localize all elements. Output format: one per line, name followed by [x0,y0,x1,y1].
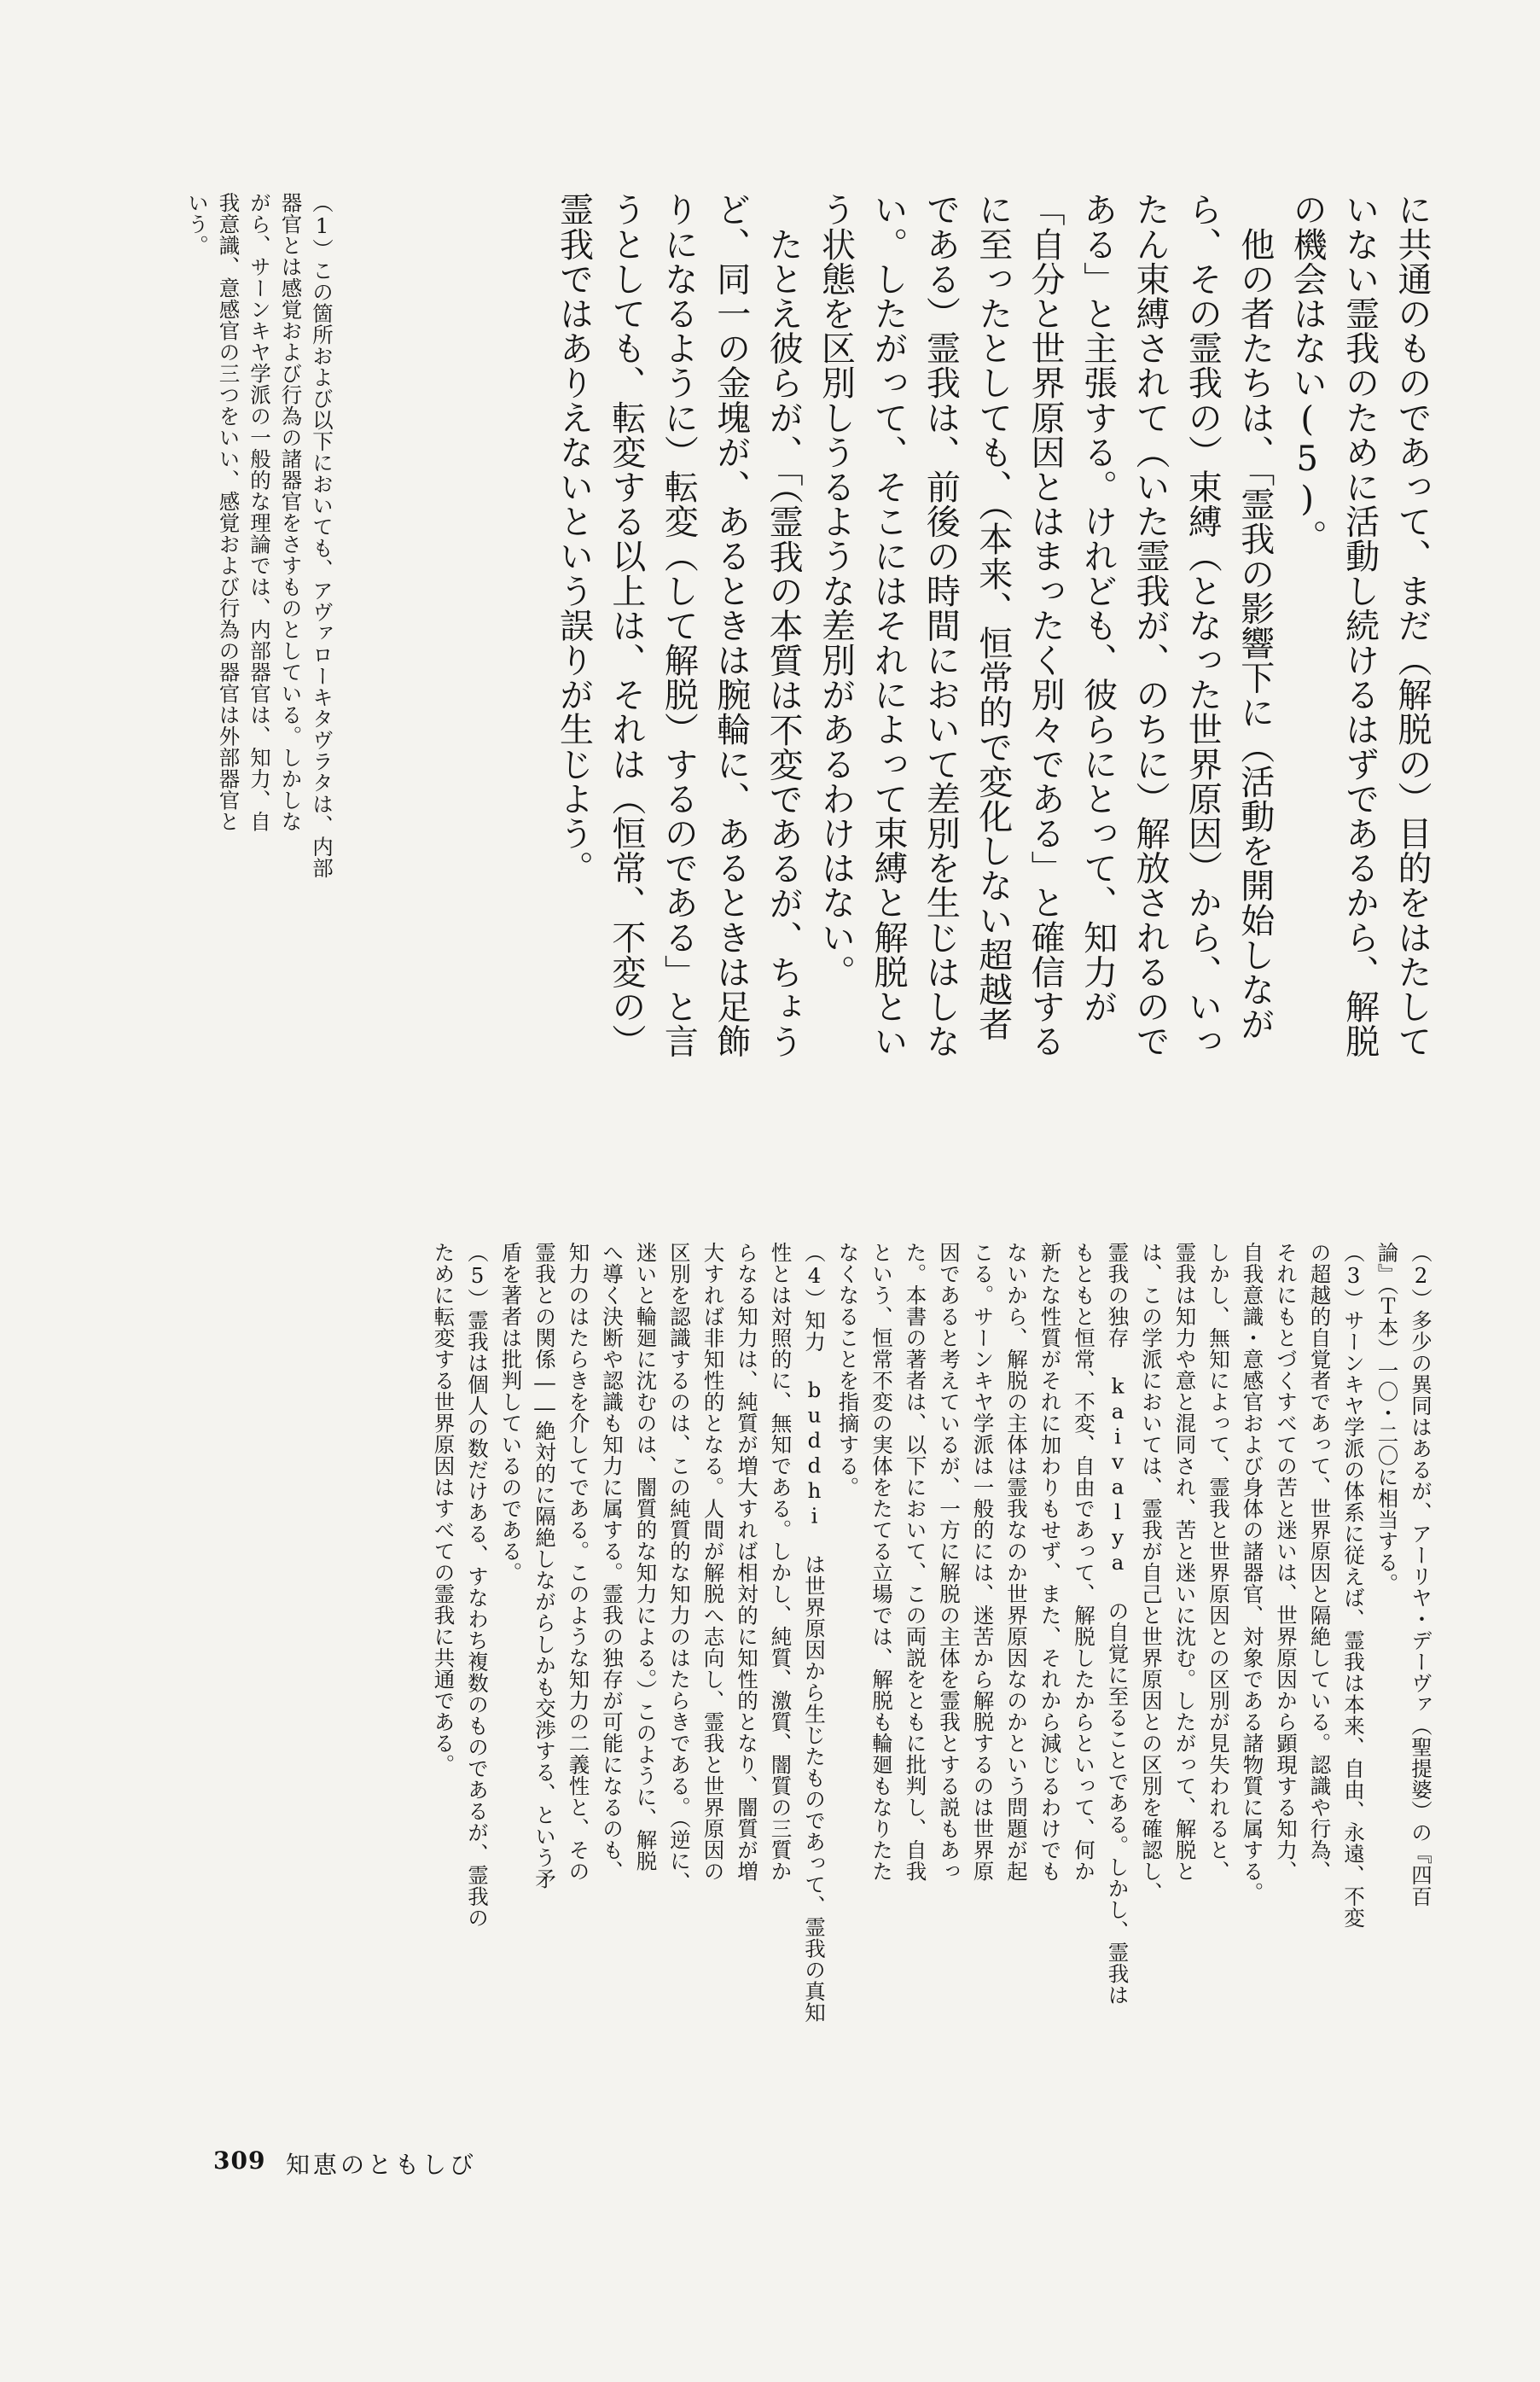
main-text-line: たん束縛されて（いた霊我が、のちに）解放されるので [1130,192,1170,1058]
footnote-line: ないから、解脱の主体は霊我なのか世界原因なのかという問題が起 [1004,1242,1029,1882]
footnote-line: 因であると考えているが、一方に解脱の主体を霊我とする説もあっ [937,1242,962,1882]
page-number: 309 [213,2146,266,2175]
footnote-line: 迷いと輪廻に沈むのは、闇質的な知力による。）このように、解脱 [633,1242,659,1872]
main-text-line: ど、同一の金塊が、あるときは腕輪に、あるときは足飾 [711,192,751,1058]
footnote-line: 我意識、意感官の三つをいい、感覚および行為の器官は外部器官と [216,192,241,832]
main-text-line: りになるように）転変（して解脱）するのである」と言 [659,192,699,1058]
footnote-line: らなる知力は、純質が増大すれば相対的に知性的となり、闇質が増 [735,1242,759,1882]
main-text-line: ある」と主張する。けれども、彼らにとって、知力が [1078,192,1118,1024]
footnote-line: 霊我の独存 kaivalya の自覚に至ることである。しかし、霊我は [1105,1242,1130,2006]
main-text-line: に共通のものであって、まだ（解脱の）目的をはたして [1392,192,1432,1058]
main-text-line: である）霊我は、前後の時間において差別を生じはしな [921,192,961,1058]
footnote-line: の超越的自覚者であって、世界原因と隔絶している。認識や行為、 [1307,1242,1333,1882]
main-text-line: 霊我ではありえないという誤りが生じよう。 [554,192,594,885]
footnote-block-top [181,192,337,1156]
footnote-line: （2）多少の異同はあるが、アーリヤ・デーヴァ（聖提婆）の『四百 [1409,1242,1433,1907]
footnote-line: 器官とは感覚および行為の諸器官をさすものとしている。しかしな [278,192,304,832]
main-text-block [337,192,1438,1156]
footnote-line: 大すれば非知性的となる。人間が解脱へ志向し、霊我と世界原因の [700,1242,726,1882]
main-text-line: に至ったとしても、（本来、恒常的で変化しない超越者 [973,192,1013,1041]
footnote-line: という、恒常不変の実体をたてる立場では、解脱も輪廻もなりたた [869,1242,894,1882]
footnote-line: 自我意識・意感官および身体の諸器官、対象である諸物質に属する。 [1240,1242,1265,1903]
main-text-line: たとえ彼らが、「（霊我の本質は不変であるが、ちょう [764,192,804,1059]
main-text-line: い。したがって、そこにはそれによって束縛と解脱とい [868,192,908,1058]
footnote-block-bottom [213,1242,1438,2121]
footnote-line: もともと恒常、不変、自由であって、解脱したからといって、何か [1072,1242,1096,1882]
footnote-line: た。本書の著者は、以下において、この両説をともに批判し、自我 [903,1242,928,1882]
footnote-line: （3）サーンキヤ学派の体系に従えば、霊我は本来、自由、永遠、不変 [1341,1242,1366,1929]
footnote-line: 区別を認識するのは、この純質的な知力のはたらきである。（逆に、 [667,1242,692,1893]
footnote-line: それにもとづくすべての苦と迷いは、世界原因から顕現する知力、 [1274,1242,1299,1882]
footnote-line: 霊我は知力や意と混同され、苦と迷いに沈む。したがって、解脱と [1172,1242,1198,1882]
footnote-line: （1）この箇所および以下においても、アヴァローキタヴラタは、内部 [310,192,334,879]
footnote-line: （4）知力 buddhi は世界原因から生じたものであって、霊我の真知 [802,1242,827,2024]
main-text-line: の機会はない(5)。 [1287,192,1328,554]
main-text-line: 「自分と世界原因とはまったく別々である」と確信する [1026,192,1066,1058]
footnote-line: へ導く決断や認識も知力に属する。霊我の独存が可能になるのも、 [600,1242,625,1882]
running-head: 知恵のともしび [286,2151,478,2179]
footnote-line: 性とは対照的に、無知である。しかし、純質、激質、闇質の三質か [768,1242,793,1882]
footnote-line: 知力のはたらきを介してである。このような知力の二義性と、その [566,1242,591,1882]
footnote-line: （5）霊我は個人の数だけある、すなわち複数のものであるが、霊我の [465,1242,490,1929]
main-text-line: う状態を区別しうるような差別があるわけはない。 [816,192,856,989]
footnote-line: は、この学派においては、霊我が自己と世界原因との区別を確認し、 [1139,1242,1164,1903]
footnote-line: こる。サーンキヤ学派は一般的には、迷苦から解脱するのは世界原 [970,1242,996,1882]
main-text-line: 他の者たちは、「霊我の影響下に（活動を開始しなが [1235,192,1275,1041]
footnote-line: いう。 [185,192,210,256]
main-text-line: うとしても、転変する以上は、それは（恒常、不変の） [606,192,646,1058]
footnote-line: なくなることを指摘する。 [835,1242,861,1498]
footnote-line: しかし、無知によって、霊我と世界原因との区別が見失われると、 [1206,1242,1231,1882]
footnote-line: 論』（Ｔ本）一〇・二〇に相当する。 [1374,1242,1400,1594]
main-text-line: ら、その霊我の）束縛（となった世界原因）から、いっ [1183,192,1223,1058]
footnote-line: 霊我との関係――絶対的に隔絶しながらしかも交渉する、という矛 [532,1242,557,1890]
footnote-line: がら、サーンキヤ学派の一般的な理論では、内部器官は、知力、自 [247,192,272,832]
footnote-line: 新たな性質がそれに加わりもせず、また、それから減じるわけでも [1037,1242,1063,1882]
main-text-line: いない霊我のために活動し続けるはずであるから、解脱 [1340,192,1380,1058]
footnote-line: 盾を著者は批判しているのである。 [498,1242,524,1583]
footnote-line: ために転変する世界原因はすべての霊我に共通である。 [431,1242,456,1775]
